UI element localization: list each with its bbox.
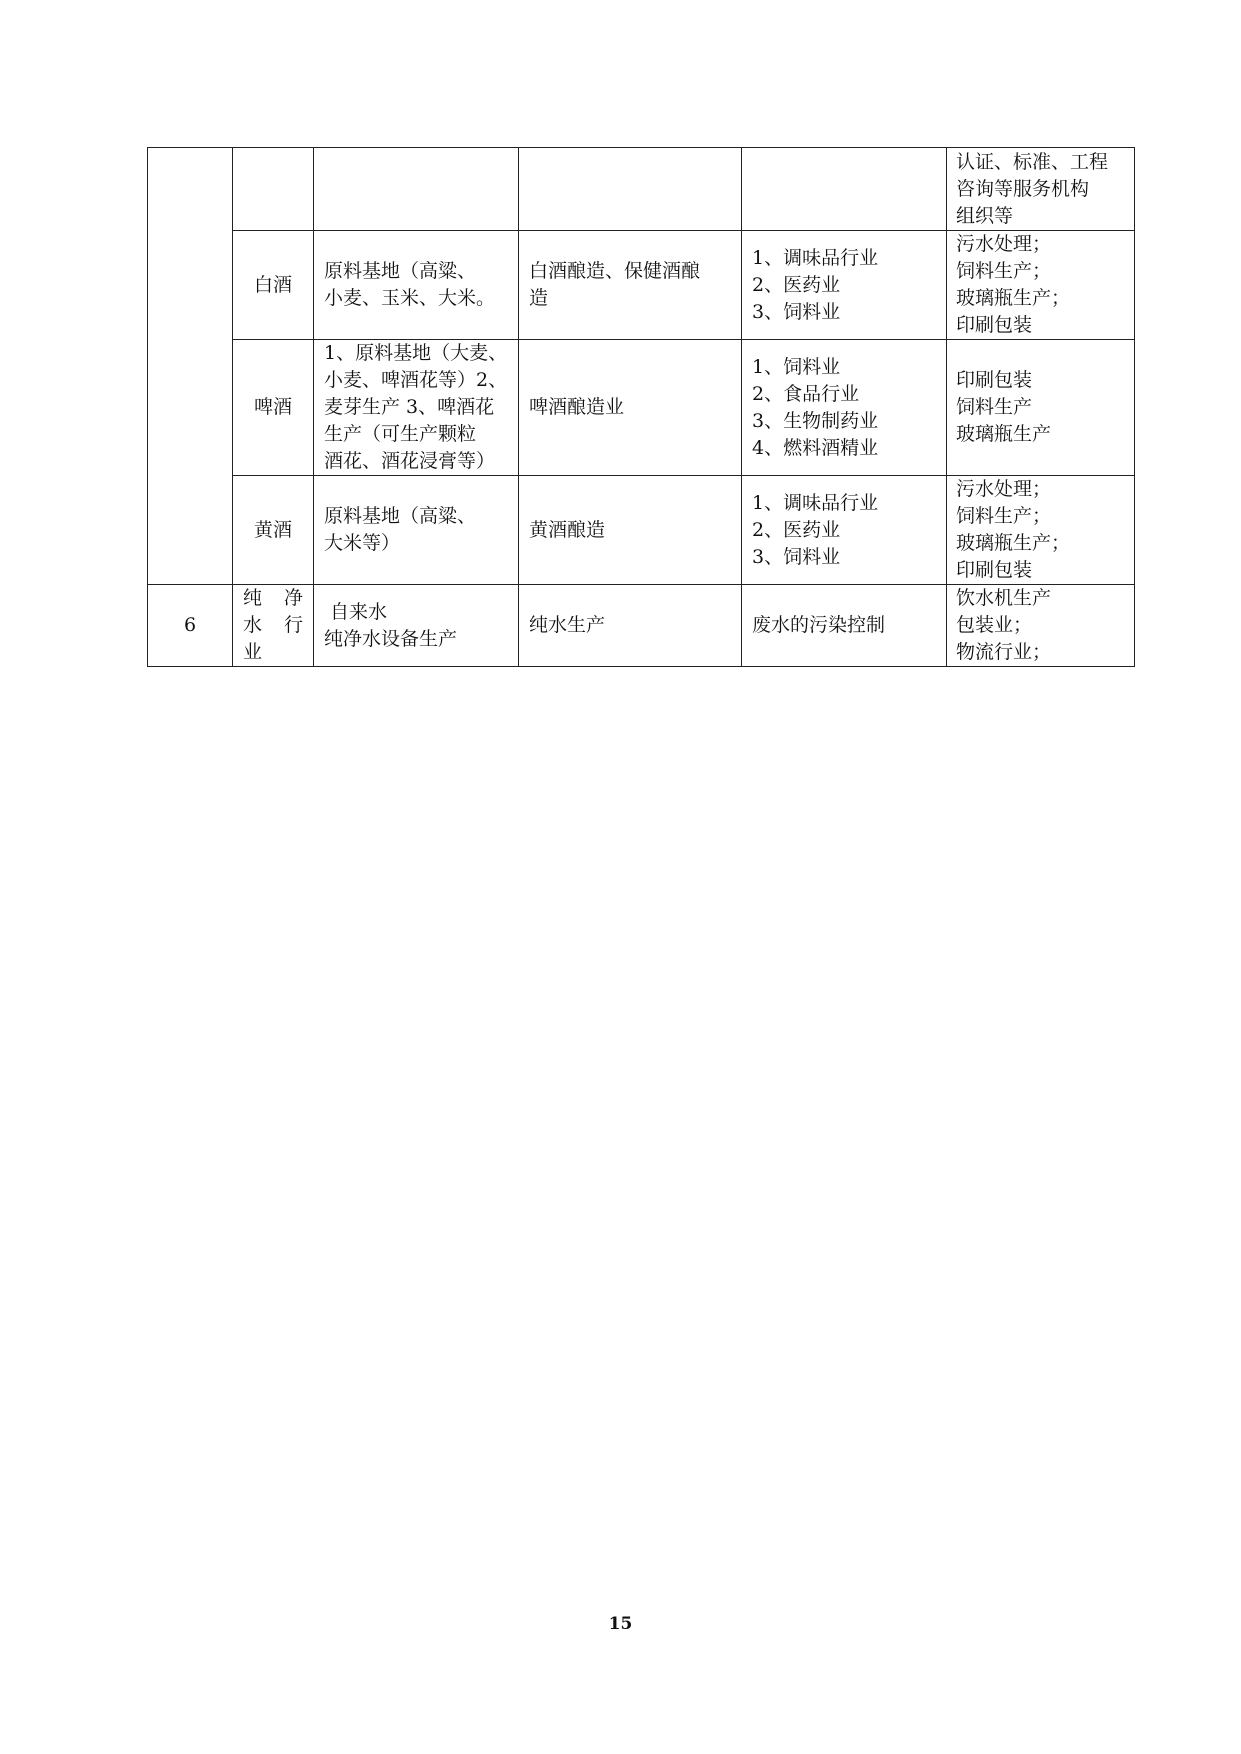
row-number-cell: 6 (148, 585, 233, 667)
upstream-cell: 自来水 纯净水设备生产 (314, 585, 519, 667)
downstream-cell: 废水的污染控制 (742, 585, 947, 667)
downstream-cell: 1、饲料业 2、食品行业 3、生物制药业 4、燃料酒精业 (742, 340, 947, 476)
table-row (148, 340, 1135, 476)
table-row (148, 148, 1135, 231)
table-row (148, 585, 1135, 667)
midstream-cell: 黄酒酿造 (519, 476, 742, 585)
midstream-cell (519, 148, 742, 231)
table-row (148, 476, 1135, 585)
related-cell: 认证、标准、工程 咨询等服务机构 组织等 (947, 148, 1135, 231)
related-cell: 污水处理； 饲料生产； 玻璃瓶生产； 印刷包装 (947, 231, 1135, 340)
downstream-cell: 1、调味品行业 2、医药业 3、饲料业 (742, 476, 947, 585)
industry-chain-table (147, 147, 1135, 667)
row-number-cell (148, 148, 233, 585)
category-cell (233, 585, 314, 667)
downstream-cell (742, 148, 947, 231)
category-label: 纯 净 水 行 业 (243, 587, 303, 663)
downstream-cell: 1、调味品行业 2、医药业 3、饲料业 (742, 231, 947, 340)
midstream-cell: 啤酒酿造业 (519, 340, 742, 476)
upstream-cell: 原料基地（高粱、 小麦、玉米、大米。 (314, 231, 519, 340)
upstream-cell (314, 148, 519, 231)
category-cell: 啤酒 (233, 340, 314, 476)
related-cell: 饮水机生产 包装业； 物流行业； (947, 585, 1135, 667)
upstream-cell: 1、原料基地（大麦、 小麦、啤酒花等）2、 麦芽生产 3、啤酒花 生产（可生产颗粒 酒花、酒花浸膏等） (314, 340, 519, 476)
related-cell: 印刷包装 饲料生产 玻璃瓶生产 (947, 340, 1135, 476)
related-cell: 污水处理； 饲料生产； 玻璃瓶生产； 印刷包装 (947, 476, 1135, 585)
category-cell: 白酒 (233, 231, 314, 340)
page-number: 15 (608, 1614, 633, 1634)
midstream-cell: 纯水生产 (519, 585, 742, 667)
table-row (148, 231, 1135, 340)
category-cell: 黄酒 (233, 476, 314, 585)
upstream-cell: 原料基地（高粱、 大米等） (314, 476, 519, 585)
midstream-cell: 白酒酿造、保健酒酿 造 (519, 231, 742, 340)
category-cell (233, 148, 314, 231)
